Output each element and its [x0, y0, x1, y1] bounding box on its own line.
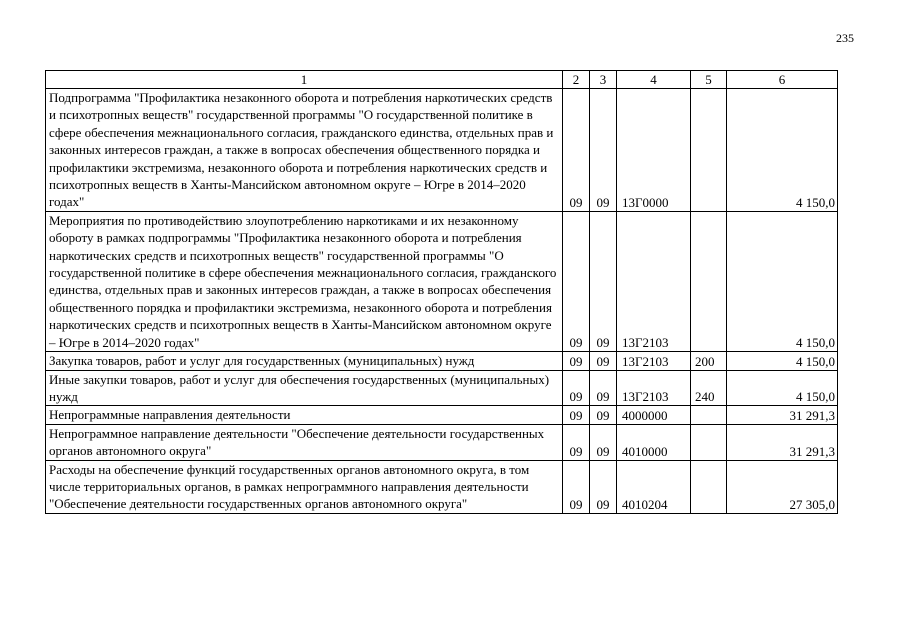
column-header-target-code: 4 [617, 71, 691, 89]
row-subsection: 09 [590, 89, 617, 212]
table-row [46, 352, 838, 370]
row-name: Непрограммное направление деятельности "Обеспечение деятельности государственных органов автономного округа" [46, 424, 563, 460]
row-amount: 31 291,3 [727, 424, 838, 460]
row-name: Расходы на обеспечение функций государственных органов автономного округа, в том числе территориальных органов, в рамках непрограммного направления деятельности "Обеспечение деятельности государственных органов автономного округа" [46, 460, 563, 513]
row-target-code: 4000000 [617, 406, 691, 424]
table-row [46, 460, 838, 513]
row-amount: 4 150,0 [727, 352, 838, 370]
table-row [46, 406, 838, 424]
row-expense-type [691, 89, 727, 212]
row-section: 09 [563, 211, 590, 351]
row-section: 09 [563, 352, 590, 370]
column-header-expense-type: 5 [691, 71, 727, 89]
row-target-code: 4010204 [617, 460, 691, 513]
row-subsection: 09 [590, 424, 617, 460]
row-expense-type: 200 [691, 352, 727, 370]
row-subsection: 09 [590, 406, 617, 424]
budget-table [45, 70, 838, 514]
row-name: Непрограммные направления деятельности [46, 406, 563, 424]
row-target-code: 4010000 [617, 424, 691, 460]
column-header-name: 1 [46, 71, 563, 89]
table-row [46, 424, 838, 460]
row-target-code: 13Г2103 [617, 352, 691, 370]
row-target-code: 13Г2103 [617, 370, 691, 406]
row-amount: 4 150,0 [727, 211, 838, 351]
table-row [46, 89, 838, 212]
row-section: 09 [563, 460, 590, 513]
row-section: 09 [563, 406, 590, 424]
row-name: Закупка товаров, работ и услуг для государственных (муниципальных) нужд [46, 352, 563, 370]
row-name: Иные закупки товаров, работ и услуг для обеспечения государственных (муниципальных) нужд [46, 370, 563, 406]
table-row [46, 211, 838, 351]
row-amount: 31 291,3 [727, 406, 838, 424]
row-amount: 4 150,0 [727, 89, 838, 212]
row-expense-type [691, 211, 727, 351]
table-header-row [46, 71, 838, 89]
row-target-code: 13Г2103 [617, 211, 691, 351]
row-subsection: 09 [590, 370, 617, 406]
row-section: 09 [563, 370, 590, 406]
row-name: Подпрограмма "Профилактика незаконного оборота и потребления наркотических средств и психотропных веществ" государственной программы "О государственной политике в сфере обеспечения межнационального согласия, гражданского единства, отдельных прав и законных интересов граждан, а также в вопросах обеспечения общественного порядка и профилактики экстремизма, незаконного оборота и потребления наркотических средств и психотропных веществ в Ханты-Мансийском автономном округе – Югре в 2014–2020 годах" [46, 89, 563, 212]
row-target-code: 13Г0000 [617, 89, 691, 212]
row-subsection: 09 [590, 460, 617, 513]
row-expense-type [691, 460, 727, 513]
row-name: Мероприятия по противодействию злоупотреблению наркотиками и их незаконному обороту в рамках подпрограммы "Профилактика незаконного оборота и потребления наркотических средств и психотропных веществ" государственной программы "О государственной политике в сфере обеспечения межнационального согласия, гражданского единства, отдельных прав и законных интересов граждан, а также в вопросах обеспечения общественного порядка и профилактики экстремизма, незаконного оборота и потребления наркотических средств и психотропных веществ в Ханты-Мансийском автономном округе – Югре в 2014–2020 годах" [46, 211, 563, 351]
row-expense-type [691, 424, 727, 460]
row-amount: 4 150,0 [727, 370, 838, 406]
row-subsection: 09 [590, 352, 617, 370]
column-header-subsection: 3 [590, 71, 617, 89]
row-amount: 27 305,0 [727, 460, 838, 513]
table-row [46, 370, 838, 406]
row-section: 09 [563, 89, 590, 212]
row-expense-type: 240 [691, 370, 727, 406]
column-header-section: 2 [563, 71, 590, 89]
row-subsection: 09 [590, 211, 617, 351]
row-section: 09 [563, 424, 590, 460]
column-header-amount: 6 [727, 71, 838, 89]
row-expense-type [691, 406, 727, 424]
page-number: 235 [836, 31, 854, 45]
